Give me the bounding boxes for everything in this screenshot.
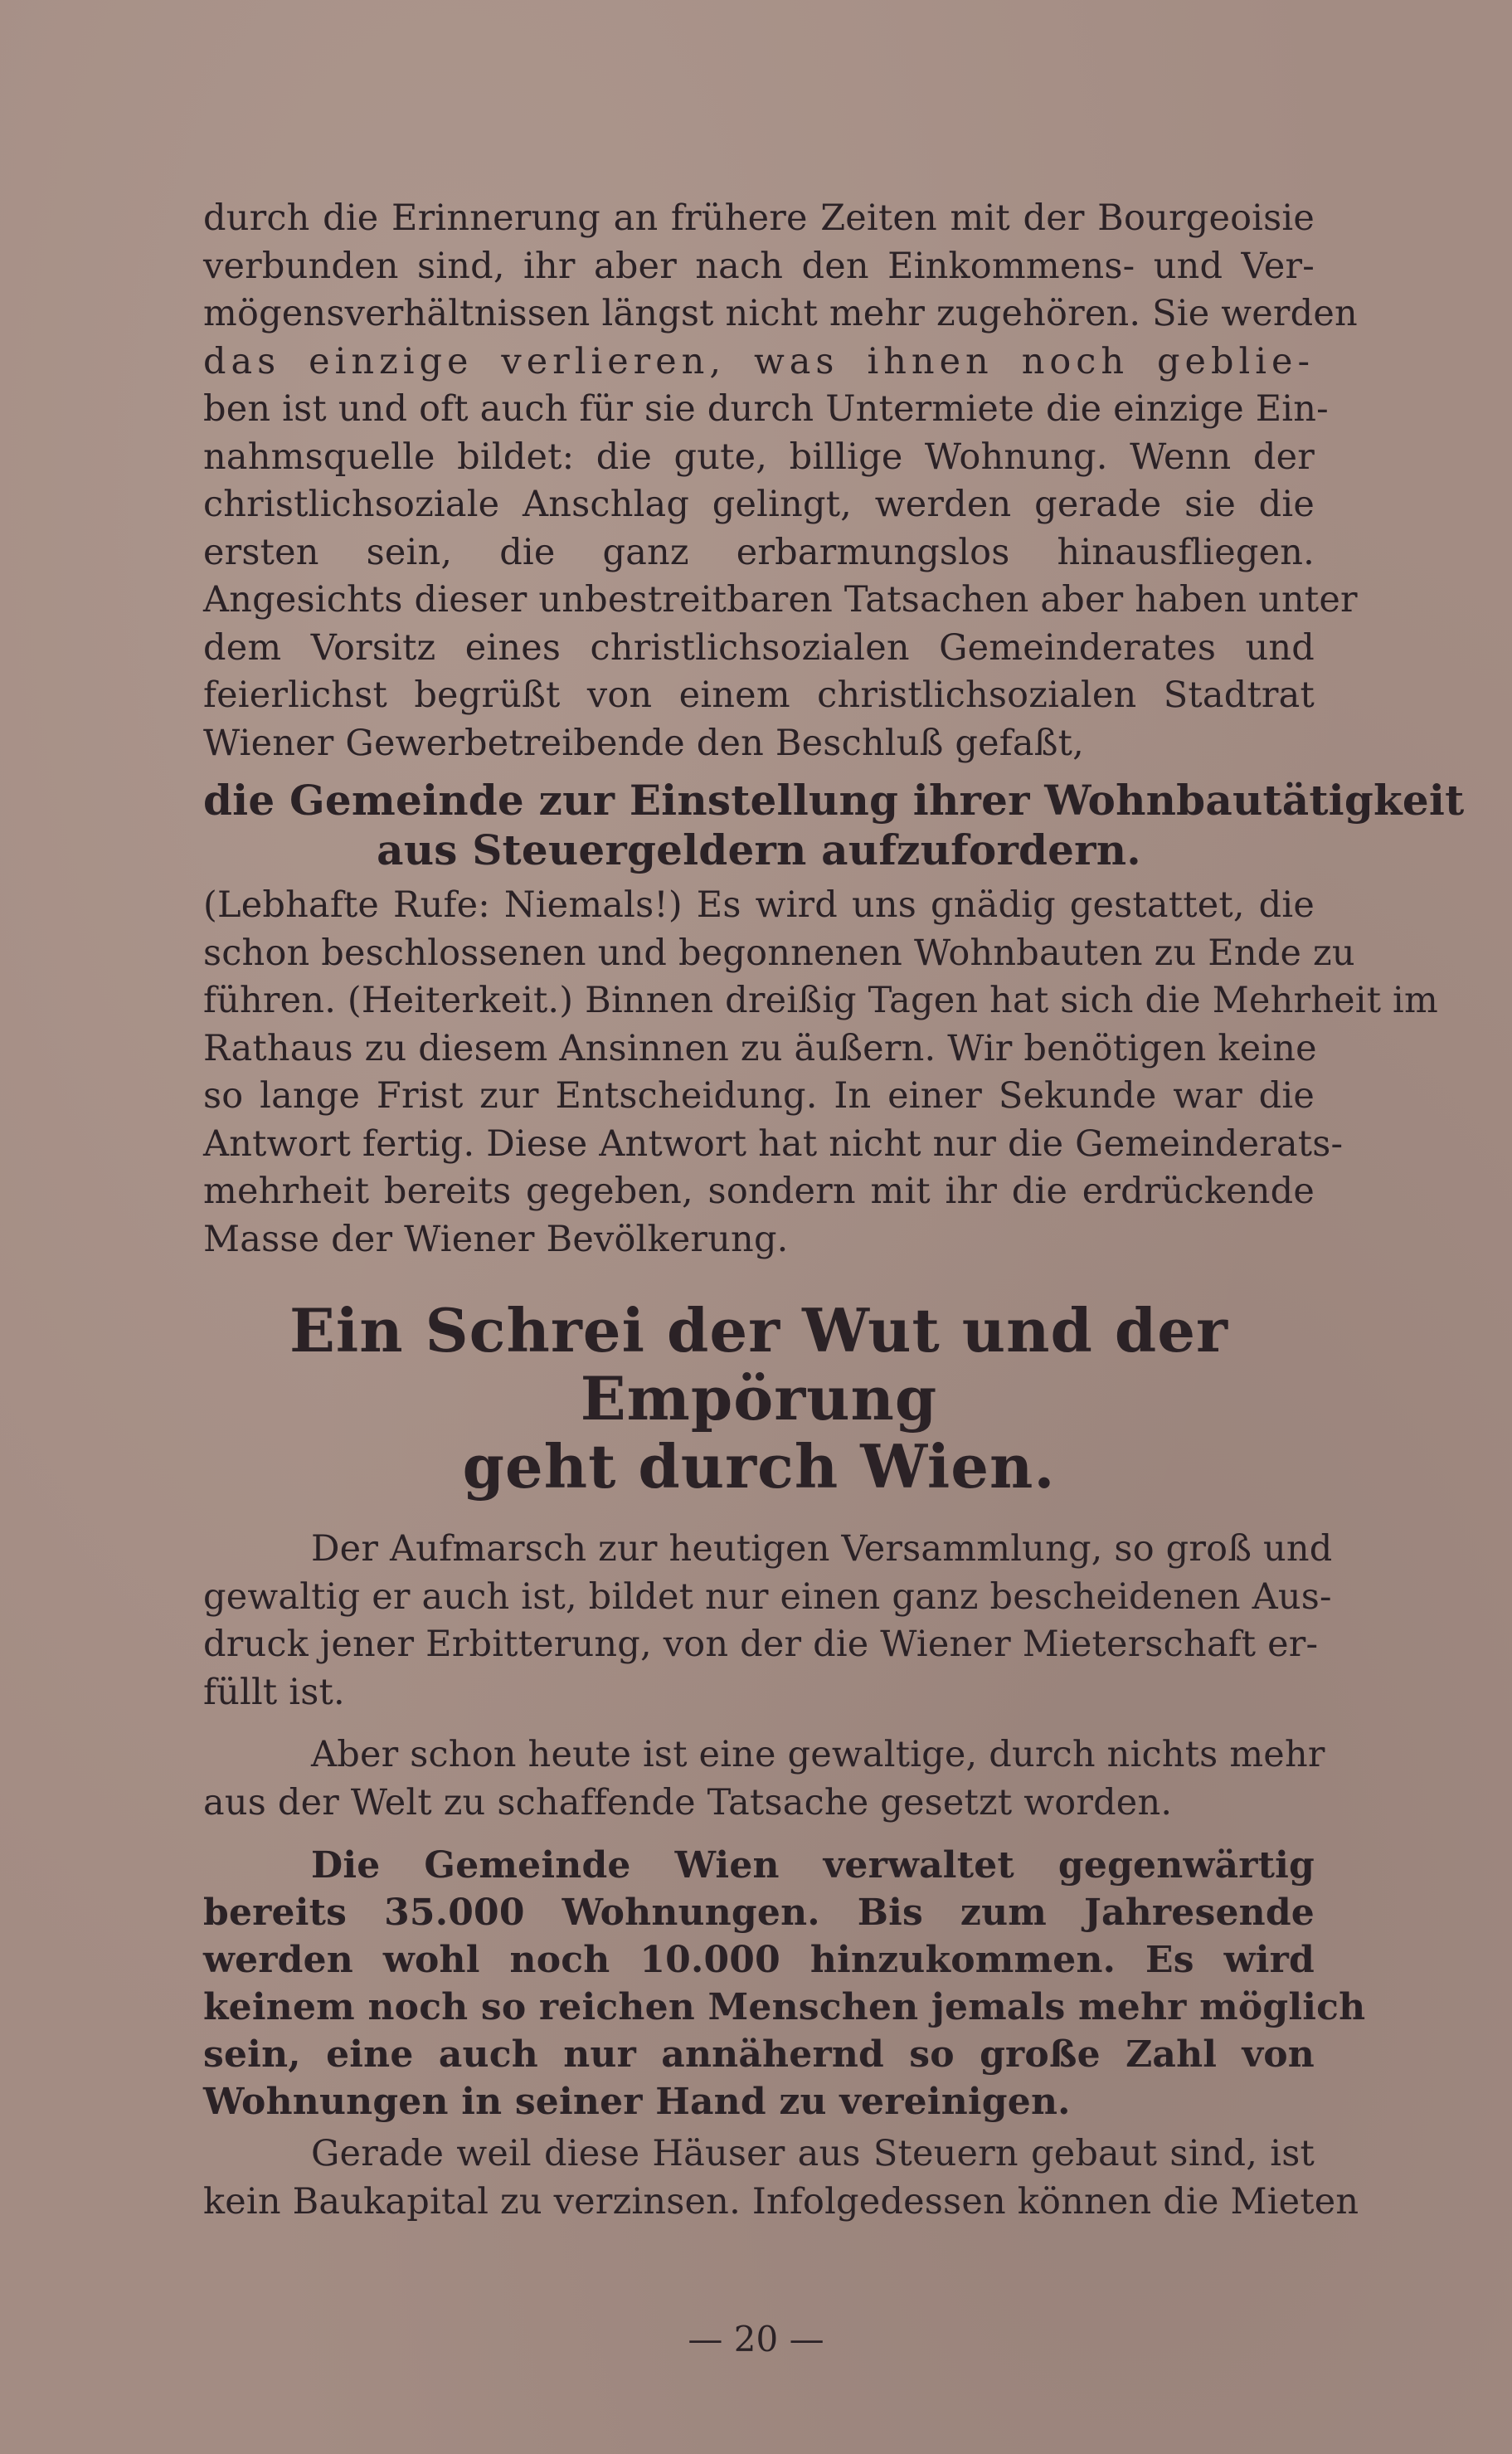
text-line: das einzige verlieren, was ihnen noch geblie-	[203, 340, 1315, 382]
text-line: gewaltig er auch ist, bildet nur einen ganz bescheidenen Aus-	[203, 1575, 1332, 1618]
heading-line: geht durch Wien.	[462, 1431, 1056, 1502]
text-line: (Lebhafte Rufe: Niemals!) Es wird uns gnädig gestattet, die	[203, 884, 1315, 926]
paragraph-6	[203, 2130, 1359, 2226]
paragraph-4	[203, 1731, 1325, 1827]
text-line: Angesichts dieser unbestreitbaren Tatsachen aber haben unter	[203, 579, 1358, 621]
text-line: mögensverhältnissen längst nicht mehr zugehören. Sie werden	[203, 293, 1358, 334]
text-line: aus der Welt zu schaffende Tatsache gesetzt worden.	[203, 1781, 1173, 1823]
paragraph-1	[203, 195, 1358, 767]
text-line: keinem noch so reichen Menschen jemals mehr möglich	[203, 1986, 1366, 2028]
resolution-line: aus Steuergeldern aufzufordern.	[377, 825, 1141, 874]
text-line: Gerade weil diese Häuser aus Steuern gebaut sind, ist	[311, 2133, 1315, 2174]
paragraph-5	[203, 1842, 1366, 2125]
paragraph-2	[203, 882, 1438, 1264]
text-line: nahmsquelle bildet: die gute, billige Wohnung. Wenn der	[203, 436, 1315, 478]
text-line: Antwort fertig. Diese Antwort hat nicht nur die Gemeinderats-	[203, 1122, 1344, 1165]
text-line: so lange Frist zur Entscheidung. In einer Sekunde war die	[203, 1075, 1315, 1117]
text-line: schon beschlossenen und begonnenen Wohnbauten zu Ende zu	[203, 932, 1355, 974]
section-heading	[203, 1297, 1315, 1501]
text-line: Wiener Gewerbetreibende den Beschluß gefaßt,	[203, 722, 1084, 764]
paragraph-3	[203, 1526, 1333, 1716]
text-line: Aber schon heute ist eine gewaltige, durch nichts mehr	[311, 1734, 1325, 1775]
text-line: christlichsoziale Anschlag gelingt, werden gerade sie die	[203, 484, 1315, 525]
text-line: ben ist und oft auch für sie durch Untermiete die einzige Ein-	[203, 388, 1329, 430]
text-line: feierlichst begrüßt von einem christlichsozialen Stadtrat	[203, 674, 1315, 716]
text-line: werden wohl noch 10.000 hinzukommen. Es wird	[203, 1939, 1315, 1981]
text-line: Der Aufmarsch zur heutigen Versammlung, so groß und	[311, 1528, 1333, 1570]
text-line: füllt ist.	[203, 1671, 345, 1713]
text-line: sein, eine auch nur annähernd so große Zahl von	[203, 2033, 1315, 2076]
text-line: Die Gemeinde Wien verwaltet gegenwärtig	[311, 1844, 1315, 1887]
page-number: — 20 —	[688, 2319, 824, 2359]
heading-line: Ein Schrei der Wut und der Empörung	[289, 1295, 1228, 1434]
text-line: dem Vorsitz eines christlichsozialen Gemeinderates und	[203, 626, 1315, 669]
text-line: bereits 35.000 Wohnungen. Bis zum Jahresende	[203, 1892, 1315, 1934]
text-line: druck jener Erbitterung, von der die Wiener Mieterschaft er-	[203, 1624, 1319, 1665]
text-line: mehrheit bereits gegeben, sondern mit ihr die erdrückende	[203, 1171, 1315, 1212]
text-line: Wohnungen in seiner Hand zu vereinigen.	[203, 2081, 1071, 2123]
text-line: verbunden sind, ihr aber nach den Einkommens- und Ver-	[203, 245, 1315, 287]
text-line: führen. (Heiterkeit.) Binnen dreißig Tagen hat sich die Mehrheit im	[203, 980, 1438, 1021]
text-block	[203, 195, 1465, 2226]
text-line: durch die Erinnerung an frühere Zeiten mit der Bourgeoisie	[203, 197, 1315, 239]
text-line: kein Baukapital zu verzinsen. Infolgedessen können die Mieten	[203, 2180, 1359, 2223]
resolution-statement	[203, 776, 1465, 875]
resolution-line: die Gemeinde zur Einstellung ihrer Wohnbautätigkeit	[203, 776, 1465, 825]
text-line: Masse der Wiener Bevölkerung.	[203, 1218, 789, 1260]
text-line: ersten sein, die ganz erbarmungslos hinausfliegen.	[203, 531, 1315, 573]
text-line: Rathaus zu diesem Ansinnen zu äußern. Wir benötigen keine	[203, 1027, 1317, 1069]
